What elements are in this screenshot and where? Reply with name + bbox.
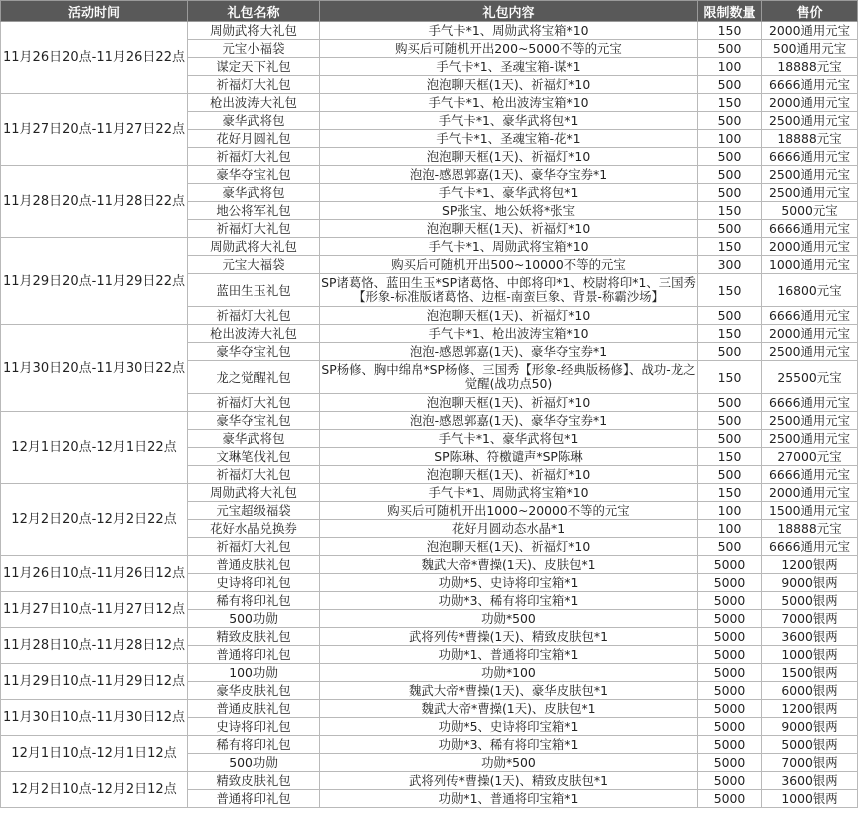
pack-content-cell: 泡泡-感恩郭嘉(1天)、豪华夺宝券*1	[320, 166, 698, 184]
pack-content-cell: 功勋*500	[320, 754, 698, 772]
price-cell: 6666通用元宝	[762, 307, 858, 325]
pack-name-cell: 枪出波涛大礼包	[188, 325, 320, 343]
price-cell: 5000银两	[762, 592, 858, 610]
pack-name-cell: 花好月圆礼包	[188, 130, 320, 148]
table-row	[1, 238, 858, 256]
pack-name-cell: 蓝田生玉礼包	[188, 274, 320, 307]
limit-cell: 500	[698, 430, 762, 448]
pack-content-cell: 手气卡*1、周勋武将宝箱*10	[320, 238, 698, 256]
pack-content-cell: 泡泡聊天框(1天)、祈福灯*10	[320, 538, 698, 556]
activity-time-cell: 12月2日10点-12月2日12点	[1, 772, 188, 808]
header-name: 礼包名称	[188, 1, 320, 22]
price-cell: 2000通用元宝	[762, 484, 858, 502]
pack-name-cell: 周勋武将大礼包	[188, 22, 320, 40]
pack-name-cell: 豪华武将包	[188, 430, 320, 448]
pack-content-cell: SP张宝、地公妖将*张宝	[320, 202, 698, 220]
table-row	[1, 484, 858, 502]
limit-cell: 150	[698, 361, 762, 394]
pack-content-cell: 手气卡*1、豪华武将包*1	[320, 112, 698, 130]
limit-cell: 5000	[698, 556, 762, 574]
limit-cell: 5000	[698, 574, 762, 592]
pack-name-cell: 豪华夺宝礼包	[188, 412, 320, 430]
limit-cell: 150	[698, 94, 762, 112]
limit-cell: 5000	[698, 736, 762, 754]
limit-cell: 500	[698, 112, 762, 130]
table-row	[1, 22, 858, 40]
pack-content-cell: SP杨修、胸中绵帛*SP杨修、三国秀【形象-经典版杨修】、战功-龙之觉醒(战功点50)	[320, 361, 698, 394]
price-cell: 25500元宝	[762, 361, 858, 394]
pack-content-cell: 魏武大帝*曹操(1天)、皮肤包*1	[320, 700, 698, 718]
pack-name-cell: 祈福灯大礼包	[188, 466, 320, 484]
price-cell: 2000通用元宝	[762, 22, 858, 40]
pack-content-cell: 手气卡*1、圣魂宝箱-谋*1	[320, 58, 698, 76]
price-cell: 6666通用元宝	[762, 148, 858, 166]
pack-name-cell: 史诗将印礼包	[188, 574, 320, 592]
activity-time-cell: 12月1日20点-12月1日22点	[1, 412, 188, 484]
pack-name-cell: 普通皮肤礼包	[188, 556, 320, 574]
pack-name-cell: 100功勋	[188, 664, 320, 682]
limit-cell: 150	[698, 448, 762, 466]
limit-cell: 150	[698, 238, 762, 256]
pack-content-cell: 功勋*3、稀有将印宝箱*1	[320, 736, 698, 754]
pack-content-cell: 武将列传*曹操(1天)、精致皮肤包*1	[320, 628, 698, 646]
limit-cell: 150	[698, 22, 762, 40]
price-cell: 7000银两	[762, 610, 858, 628]
limit-cell: 500	[698, 220, 762, 238]
pack-content-cell: 泡泡-感恩郭嘉(1天)、豪华夺宝券*1	[320, 343, 698, 361]
price-cell: 6666通用元宝	[762, 394, 858, 412]
header-time: 活动时间	[1, 1, 188, 22]
price-cell: 1200银两	[762, 556, 858, 574]
limit-cell: 5000	[698, 592, 762, 610]
pack-name-cell: 文琳笔伐礼包	[188, 448, 320, 466]
pack-name-cell: 精致皮肤礼包	[188, 772, 320, 790]
pack-content-cell: 泡泡聊天框(1天)、祈福灯*10	[320, 394, 698, 412]
price-cell: 1000银两	[762, 790, 858, 808]
pack-content-cell: 泡泡-感恩郭嘉(1天)、豪华夺宝券*1	[320, 412, 698, 430]
pack-content-cell: 购买后可随机开出200~5000不等的元宝	[320, 40, 698, 58]
activity-time-cell: 11月30日20点-11月30日22点	[1, 325, 188, 412]
price-cell: 2500通用元宝	[762, 166, 858, 184]
price-cell: 2000通用元宝	[762, 94, 858, 112]
price-cell: 27000元宝	[762, 448, 858, 466]
limit-cell: 150	[698, 274, 762, 307]
pack-name-cell: 周勋武将大礼包	[188, 484, 320, 502]
activity-time-cell: 11月26日20点-11月26日22点	[1, 22, 188, 94]
header-row	[1, 1, 858, 22]
table-row	[1, 166, 858, 184]
limit-cell: 150	[698, 325, 762, 343]
pack-name-cell: 普通将印礼包	[188, 646, 320, 664]
activity-time-cell: 11月28日20点-11月28日22点	[1, 166, 188, 238]
limit-cell: 5000	[698, 790, 762, 808]
pack-content-cell: 手气卡*1、周勋武将宝箱*10	[320, 484, 698, 502]
pack-content-cell: 魏武大帝*曹操(1天)、豪华皮肤包*1	[320, 682, 698, 700]
pack-content-cell: 武将列传*曹操(1天)、精致皮肤包*1	[320, 772, 698, 790]
pack-content-cell: 手气卡*1、豪华武将包*1	[320, 184, 698, 202]
pack-name-cell: 祈福灯大礼包	[188, 148, 320, 166]
pack-content-cell: SP诸葛恪、蓝田生玉*SP诸葛恪、中郎将印*1、校尉将印*1、三国秀【形象-标准版诸葛恪、边框-南蛮巨象、背景-称霸沙场】	[320, 274, 698, 307]
price-cell: 2500通用元宝	[762, 430, 858, 448]
limit-cell: 5000	[698, 772, 762, 790]
pack-content-cell: 功勋*5、史诗将印宝箱*1	[320, 718, 698, 736]
pack-name-cell: 龙之觉醒礼包	[188, 361, 320, 394]
pack-name-cell: 祈福灯大礼包	[188, 394, 320, 412]
limit-cell: 500	[698, 148, 762, 166]
pack-content-cell: 手气卡*1、豪华武将包*1	[320, 430, 698, 448]
pack-name-cell: 豪华武将包	[188, 112, 320, 130]
pack-content-cell: 魏武大帝*曹操(1天)、皮肤包*1	[320, 556, 698, 574]
limit-cell: 500	[698, 307, 762, 325]
limit-cell: 500	[698, 394, 762, 412]
pack-content-cell: 泡泡聊天框(1天)、祈福灯*10	[320, 220, 698, 238]
limit-cell: 500	[698, 412, 762, 430]
pack-content-cell: 功勋*100	[320, 664, 698, 682]
limit-cell: 500	[698, 538, 762, 556]
price-cell: 16800元宝	[762, 274, 858, 307]
pack-content-cell: 手气卡*1、枪出波涛宝箱*10	[320, 325, 698, 343]
limit-cell: 5000	[698, 628, 762, 646]
table-row	[1, 628, 858, 646]
pack-name-cell: 元宝超级福袋	[188, 502, 320, 520]
pack-name-cell: 元宝小福袋	[188, 40, 320, 58]
pack-name-cell: 史诗将印礼包	[188, 718, 320, 736]
pack-name-cell: 稀有将印礼包	[188, 736, 320, 754]
activity-time-cell: 11月27日20点-11月27日22点	[1, 94, 188, 166]
pack-name-cell: 祈福灯大礼包	[188, 538, 320, 556]
pack-name-cell: 豪华武将包	[188, 184, 320, 202]
limit-cell: 100	[698, 520, 762, 538]
limit-cell: 5000	[698, 718, 762, 736]
limit-cell: 5000	[698, 682, 762, 700]
table-row	[1, 592, 858, 610]
pack-name-cell: 周勋武将大礼包	[188, 238, 320, 256]
pack-name-cell: 谋定天下礼包	[188, 58, 320, 76]
pack-name-cell: 祈福灯大礼包	[188, 220, 320, 238]
pack-name-cell: 豪华夺宝礼包	[188, 166, 320, 184]
activity-time-cell: 11月29日20点-11月29日22点	[1, 238, 188, 325]
pack-name-cell: 500功勋	[188, 754, 320, 772]
pack-name-cell: 祈福灯大礼包	[188, 76, 320, 94]
pack-content-cell: 手气卡*1、枪出波涛宝箱*10	[320, 94, 698, 112]
pack-name-cell: 花好水晶兑换券	[188, 520, 320, 538]
limit-cell: 150	[698, 202, 762, 220]
activity-time-cell: 12月1日10点-12月1日12点	[1, 736, 188, 772]
activity-time-cell: 11月30日10点-11月30日12点	[1, 700, 188, 736]
limit-cell: 5000	[698, 664, 762, 682]
price-cell: 6666通用元宝	[762, 466, 858, 484]
table-row	[1, 556, 858, 574]
limit-cell: 500	[698, 466, 762, 484]
pack-content-cell: 功勋*1、普通将印宝箱*1	[320, 646, 698, 664]
price-cell: 9000银两	[762, 718, 858, 736]
price-cell: 5000元宝	[762, 202, 858, 220]
price-cell: 1000通用元宝	[762, 256, 858, 274]
pack-content-cell: 泡泡聊天框(1天)、祈福灯*10	[320, 307, 698, 325]
pack-name-cell: 稀有将印礼包	[188, 592, 320, 610]
limit-cell: 100	[698, 502, 762, 520]
price-cell: 2500通用元宝	[762, 112, 858, 130]
activity-time-cell: 11月29日10点-11月29日12点	[1, 664, 188, 700]
header-limit: 限制数量	[698, 1, 762, 22]
pack-content-cell: 功勋*1、普通将印宝箱*1	[320, 790, 698, 808]
header-price: 售价	[762, 1, 858, 22]
limit-cell: 500	[698, 343, 762, 361]
limit-cell: 5000	[698, 646, 762, 664]
pack-name-cell: 地公将军礼包	[188, 202, 320, 220]
pack-name-cell: 豪华夺宝礼包	[188, 343, 320, 361]
pack-content-cell: 功勋*3、稀有将印宝箱*1	[320, 592, 698, 610]
table-row	[1, 664, 858, 682]
price-cell: 1500通用元宝	[762, 502, 858, 520]
activity-time-cell: 11月27日10点-11月27日12点	[1, 592, 188, 628]
table-row	[1, 325, 858, 343]
pack-name-cell: 元宝大福袋	[188, 256, 320, 274]
price-cell: 6666通用元宝	[762, 76, 858, 94]
pack-content-cell: 泡泡聊天框(1天)、祈福灯*10	[320, 148, 698, 166]
table-row	[1, 700, 858, 718]
pack-content-cell: 花好月圆动态水晶*1	[320, 520, 698, 538]
pack-content-cell: 手气卡*1、圣魂宝箱-花*1	[320, 130, 698, 148]
pack-content-cell: 泡泡聊天框(1天)、祈福灯*10	[320, 466, 698, 484]
price-cell: 5000银两	[762, 736, 858, 754]
pack-name-cell: 豪华皮肤礼包	[188, 682, 320, 700]
price-cell: 2500通用元宝	[762, 412, 858, 430]
limit-cell: 100	[698, 130, 762, 148]
limit-cell: 5000	[698, 754, 762, 772]
table-body	[1, 22, 858, 808]
header-content: 礼包内容	[320, 1, 698, 22]
price-cell: 1200银两	[762, 700, 858, 718]
price-cell: 6666通用元宝	[762, 220, 858, 238]
price-cell: 18888元宝	[762, 520, 858, 538]
table-row	[1, 736, 858, 754]
price-cell: 9000银两	[762, 574, 858, 592]
price-cell: 2500通用元宝	[762, 343, 858, 361]
price-cell: 2000通用元宝	[762, 238, 858, 256]
pack-content-cell: 功勋*5、史诗将印宝箱*1	[320, 574, 698, 592]
price-cell: 1000银两	[762, 646, 858, 664]
activity-time-cell: 11月26日10点-11月26日12点	[1, 556, 188, 592]
limit-cell: 500	[698, 166, 762, 184]
limit-cell: 5000	[698, 610, 762, 628]
activity-time-cell: 12月2日20点-12月2日22点	[1, 484, 188, 556]
price-cell: 2000通用元宝	[762, 325, 858, 343]
price-cell: 3600银两	[762, 628, 858, 646]
pack-name-cell: 枪出波涛大礼包	[188, 94, 320, 112]
table-row	[1, 412, 858, 430]
table-row	[1, 94, 858, 112]
limit-cell: 500	[698, 76, 762, 94]
pack-content-cell: 功勋*500	[320, 610, 698, 628]
limit-cell: 500	[698, 184, 762, 202]
price-cell: 6666通用元宝	[762, 538, 858, 556]
price-cell: 2500通用元宝	[762, 184, 858, 202]
pack-name-cell: 普通皮肤礼包	[188, 700, 320, 718]
pack-content-cell: 购买后可随机开出1000~20000不等的元宝	[320, 502, 698, 520]
price-cell: 1500银两	[762, 664, 858, 682]
price-cell: 3600银两	[762, 772, 858, 790]
limit-cell: 100	[698, 58, 762, 76]
price-cell: 7000银两	[762, 754, 858, 772]
price-cell: 18888元宝	[762, 130, 858, 148]
pack-content-cell: 购买后可随机开出500~10000不等的元宝	[320, 256, 698, 274]
table-row	[1, 772, 858, 790]
limit-cell: 150	[698, 484, 762, 502]
limit-cell: 300	[698, 256, 762, 274]
price-cell: 6000银两	[762, 682, 858, 700]
price-cell: 500通用元宝	[762, 40, 858, 58]
pack-name-cell: 精致皮肤礼包	[188, 628, 320, 646]
pack-content-cell: SP陈琳、符檄谴声*SP陈琳	[320, 448, 698, 466]
limit-cell: 500	[698, 40, 762, 58]
pack-content-cell: 手气卡*1、周勋武将宝箱*10	[320, 22, 698, 40]
activity-time-cell: 11月28日10点-11月28日12点	[1, 628, 188, 664]
pack-name-cell: 普通将印礼包	[188, 790, 320, 808]
pack-content-cell: 泡泡聊天框(1天)、祈福灯*10	[320, 76, 698, 94]
pack-name-cell: 祈福灯大礼包	[188, 307, 320, 325]
pack-name-cell: 500功勋	[188, 610, 320, 628]
limit-cell: 5000	[698, 700, 762, 718]
price-cell: 18888元宝	[762, 58, 858, 76]
